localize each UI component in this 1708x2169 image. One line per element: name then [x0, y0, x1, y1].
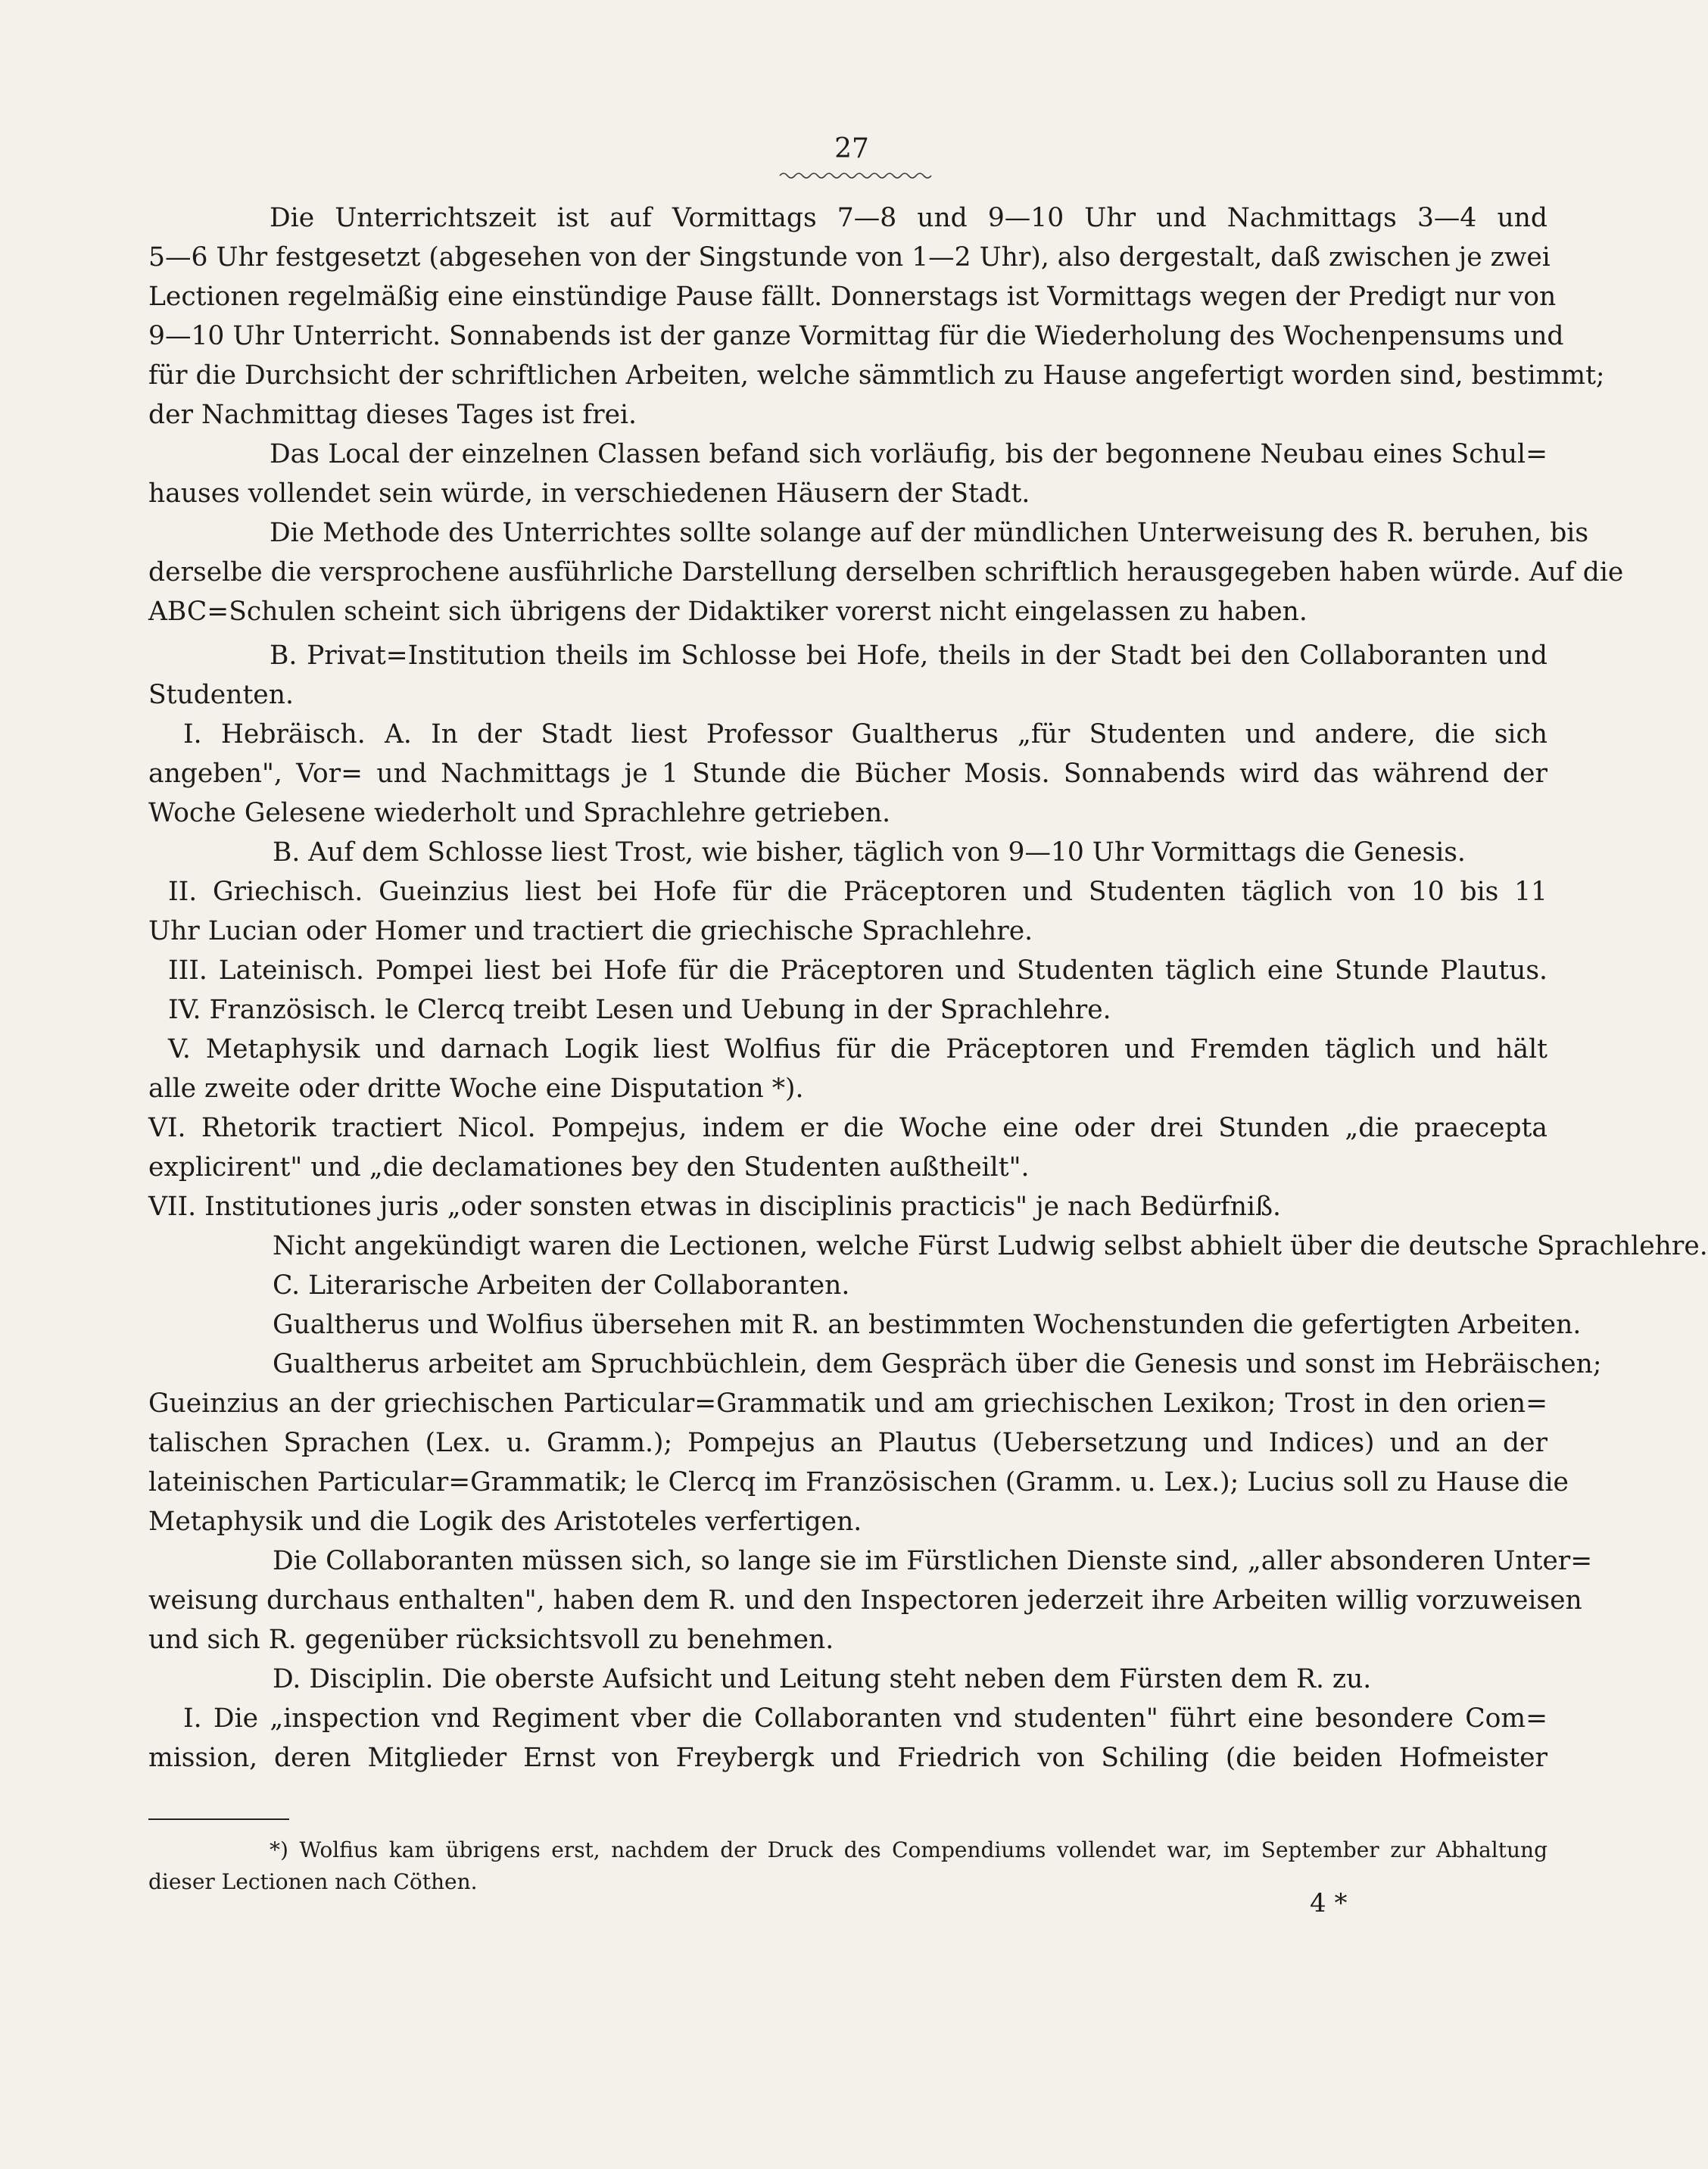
text-line: Die Unterrichtszeit ist auf Vormittags 7—8 und 9—10 Uhr und Nachmittags 3—4 und — [270, 203, 1547, 233]
text-line: IV. Französisch. le Clercq treibt Lesen und Uebung in der Sprachlehre. — [168, 995, 1111, 1025]
text-line: für die Durchsicht der schriftlichen Arbeiten, welche sämmtlich zu Hause angefertigt worden sind, bestimmt; — [148, 360, 1605, 391]
section-heading-d: D. Disciplin. Die oberste Aufsicht und Leitung steht neben dem Fürsten dem R. zu. — [273, 1664, 1372, 1694]
text-line: II. Griechisch. Gueinzius liest bei Hofe für die Präceptoren und Studenten täglich von 10 bis 11 — [168, 877, 1547, 907]
ornament-squiggle — [780, 171, 931, 180]
text-line: Uhr Lucian oder Homer und tractiert die griechische Sprachlehre. — [148, 916, 1033, 946]
text-line: talischen Sprachen (Lex. u. Gramm.); Pompejus an Plautus (Uebersetzung und Indices) und an der — [148, 1428, 1547, 1458]
text-line: 9—10 Uhr Unterricht. Sonnabends ist der ganze Vormittag für die Wiederholung des Wochenpensums und — [148, 321, 1564, 351]
footnote-line: *) Wolfius kam übrigens erst, nachdem der Druck des Compendiums vollendet war, im September zur Abhaltung — [270, 1837, 1547, 1862]
text-line: weisung durchaus enthalten", haben dem R. und den Inspectoren jederzeit ihre Arbeiten willig vorzuweisen — [148, 1585, 1582, 1616]
signature-mark: 4 * — [1310, 1888, 1348, 1918]
text-line: I. Die „inspection vnd Regiment vber die Collaboranten vnd studenten" führt eine besondere Com= — [183, 1703, 1547, 1734]
body-text — [148, 198, 1708, 1778]
text-line: VI. Rhetorik tractiert Nicol. Pompejus, indem er die Woche eine oder drei Stunden „die praecepta — [148, 1113, 1547, 1143]
text-line: Studenten. — [148, 680, 294, 710]
text-line: Gualtherus und Wolfius übersehen mit R. an bestimmten Wochenstunden die gefertigten Arbeiten. — [273, 1310, 1582, 1340]
text-line: Lectionen regelmäßig eine einstündige Pause fällt. Donnerstags ist Vormittags wegen der Predigt nur von — [148, 282, 1557, 312]
text-line: B. Auf dem Schlosse liest Trost, wie bisher, täglich von 9—10 Uhr Vormittags die Genesis. — [273, 837, 1466, 868]
text-line: I. Hebräisch. A. In der Stadt liest Professor Gualtherus „für Studenten und andere, die sich — [183, 719, 1547, 749]
text-line: 5—6 Uhr festgesetzt (abgesehen von der Singstunde von 1—2 Uhr), also dergestalt, daß zwischen je zwei — [148, 242, 1551, 273]
text-line: Nicht angekündigt waren die Lectionen, welche Fürst Ludwig selbst abhielt über die deutsche Sprachlehre. — [273, 1231, 1708, 1261]
section-heading-c: C. Literarische Arbeiten der Collaboranten. — [273, 1270, 850, 1301]
text-line: Gueinzius an der griechischen Particular=Grammatik und am griechischen Lexikon; Trost in den orien= — [148, 1388, 1547, 1419]
text-line: Gualtherus arbeitet am Spruchbüchlein, dem Gespräch über die Genesis und sonst im Hebräischen; — [273, 1349, 1602, 1379]
text-line: angeben", Vor= und Nachmittags je 1 Stunde die Bücher Mosis. Sonnabends wird das während der — [148, 759, 1547, 789]
footnote-rule — [148, 1818, 289, 1820]
text-line: Das Local der einzelnen Classen befand sich vorläufig, bis der begonnene Neubau eines Schul= — [270, 439, 1547, 469]
text-line: mission, deren Mitglieder Ernst von Freybergk und Friedrich von Schiling (die beiden Hofmeister — [148, 1743, 1547, 1773]
text-line: III. Lateinisch. Pompei liest bei Hofe für die Präceptoren und Studenten täglich eine Stunde Plautus. — [168, 955, 1547, 986]
text-line: Metaphysik und die Logik des Aristoteles verfertigen. — [148, 1507, 862, 1537]
text-line: Die Collaboranten müssen sich, so lange sie im Fürstlichen Dienste sind, „aller absonderen Unter= — [273, 1546, 1593, 1576]
text-line: alle zweite oder dritte Woche eine Disputation *). — [148, 1074, 804, 1104]
text-line: der Nachmittag dieses Tages ist frei. — [148, 400, 637, 430]
text-line: und sich R. gegenüber rücksichtsvoll zu benehmen. — [148, 1625, 834, 1655]
text-line: ABC=Schulen scheint sich übrigens der Didaktiker vorerst nicht eingelassen zu haben. — [148, 597, 1307, 627]
text-line: hauses vollendet sein würde, in verschiedenen Häusern der Stadt. — [148, 478, 1030, 509]
text-line: explicirent" und „die declamationes bey den Studenten außtheilt". — [148, 1152, 1030, 1183]
text-line: lateinischen Particular=Grammatik; le Clercq im Französischen (Gramm. u. Lex.); Lucius soll zu Hause die — [148, 1467, 1569, 1497]
text-line: derselbe die versprochene ausführliche Darstellung derselben schriftlich herausgegeben haben würde. Auf die — [148, 557, 1624, 587]
text-line: Woche Gelesene wiederholt und Sprachlehre getrieben. — [148, 798, 891, 828]
text-line: Die Methode des Unterrichtes sollte solange auf der mündlichen Unterweisung des R. beruhen, bis — [270, 518, 1589, 548]
footnote-line: dieser Lectionen nach Cöthen. — [148, 1869, 478, 1894]
section-heading-b: B. Privat=Institution theils im Schlosse bei Hofe, theils in der Stadt bei den Collaboranten und — [270, 640, 1547, 671]
text-line: V. Metaphysik und darnach Logik liest Wolfius für die Präceptoren und Fremden täglich und hält — [168, 1034, 1547, 1064]
page-number: 27 — [834, 133, 869, 164]
text-line: VII. Institutiones juris „oder sonsten etwas in disciplinis practicis" je nach Bedürfniß. — [148, 1192, 1281, 1222]
